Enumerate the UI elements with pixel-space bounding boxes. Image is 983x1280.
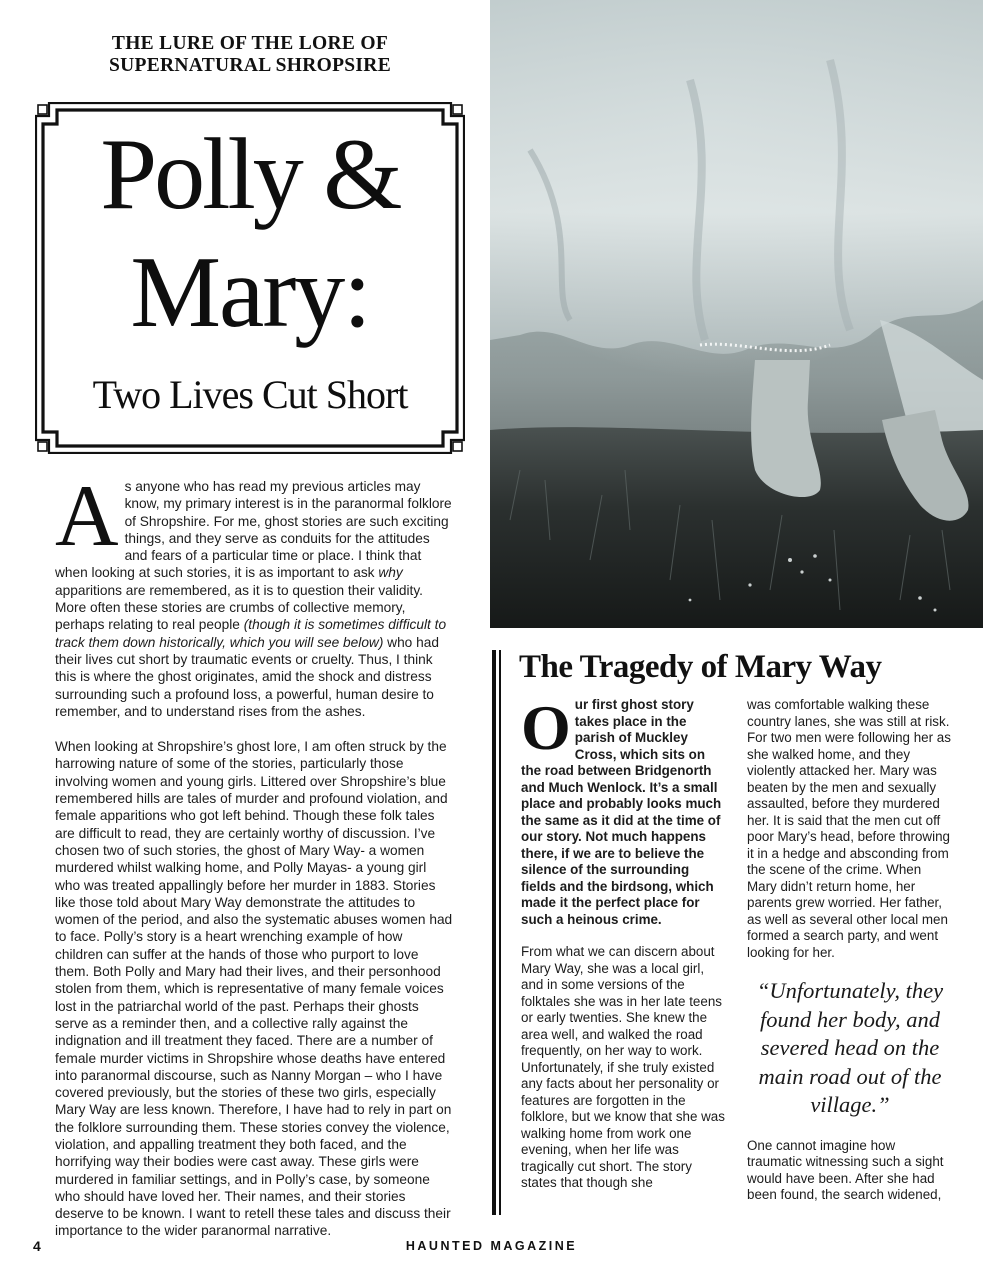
- page-number: 4: [33, 1238, 41, 1254]
- intro-paragraph-2: When looking at Shropshire’s ghost lore, I am often struck by the harrowing nature of some of the stories, particularly those involving women and young girls. Littered over Shropshire’s blue remembered hills are tales of murder and profound violation, and female apparitions who got left behind. Though these folk tales are difficult to read, they are certainly worthy of discussion. I’ve chosen two of such stories, the ghost of Mary Way- a women murdered whilst walking home, and Polly Mayas- a young girl who was treated appallingly before her murder in 1883. Stories like those told about Mary Way demonstrate the attitudes to women of the period, and also the systematic abuses women had to face. Polly’s story is a heart wrenching example of how children can suffer at the hands of those who purport to love them. Both Polly and Mary had their lives, and their personhood stolen from them, which is representative of many female voices lost in the patriarchal world of the past. Perhaps their ghosts serve as a reminder then, and a collective rally against the indignation and ill treatment they faced. There are a number of female murder victims in Shropshire whose deaths have entered into paranormal discourse, such as Nanny Morgan – who I have covered previously, but the stories of these two girls, especially Mary Way are less known. Therefore, I have had to rely in part on the folklore surrounding them. These stories convey the violence, violation, and appalling treatment they both faced, and the horrifying way their bodies were cast away. These girls were murdered in familiar settings, and in Polly’s case, by someone who should have loved her. Their names, and their stories deserve to be known. I want to retell these tales and discuss their importance to the wider paranormal narrative.: [55, 739, 453, 1239]
- intro-p1-emphasis-why: why: [378, 565, 403, 581]
- lead-paragraph: [521, 692, 726, 928]
- kicker-heading: [36, 33, 464, 77]
- column-rule-thin: [499, 650, 501, 1215]
- intro-paragraph-1: [55, 468, 453, 720]
- kicker-line-2: SUPERNATURAL SHROPSIRE: [109, 55, 391, 76]
- intro-p1-text-a: s anyone who has read my previous articles may know, my primary interest is in the paranormal folklore of Shropshire. For me, ghost stories are such exciting things, and they serve as conduits for the attitudes and fears of a particular time or place. I think that when looking at such stories, it is as important to ask: [55, 479, 452, 581]
- section-heading: The Tragedy of Mary Way: [519, 649, 882, 685]
- intro-p1-text-b: apparitions are remembered, as it is to question their validity. More often these stories are crumbs of collective memory, perhaps relating to real people: [55, 582, 423, 633]
- lead-text: ur first ghost story takes place in the parish of Muckley Cross, which sits on the road between Bridgenorth and Much Wenlock. It’s a small place and probably looks much the same as it did at the time of our story. Not much happens there, if we are to believe the silence of the surrounding fields and the birdsong, which made it the perfect place for such a heinous crime.: [521, 697, 722, 927]
- intro-p1-emphasis-aside: (though it is sometimes difficult to track them down historically, which you will see below): [55, 617, 447, 650]
- intro-p1-text-c: who had their lives cut short by traumatic events or cruelty. Thus, I think this is where the ghost originates, amid the shock and distress surrounding such a profound loss, a powerful, human desire to remember, and to understand rises from the ashes.: [55, 634, 439, 719]
- column-3-paragraph-2: One cannot imagine how traumatic witnessing such a sight would have been. After she had been found, the search widened,: [747, 1137, 944, 1202]
- title-line-polly: Polly &: [100, 118, 400, 231]
- pull-quote: “Unfortunately, they found her body, and severed head on the main road out of the village.”: [756, 978, 944, 1117]
- section-dropcap: O: [521, 692, 571, 763]
- column-rule-thick: [492, 650, 496, 1215]
- kicker-line-1: THE LURE OF THE LORE OF: [111, 33, 389, 54]
- ghost-feet-photo: [490, 0, 983, 628]
- column-3-paragraph-1: was comfortable walking these country lanes, she was still at risk. For two men were following her as she walked home, and they violently attacked her. Mary was beaten by the men and sexually assaulted, before they murdered her. It is said that the men cut off poor Mary’s head, before throwing it in a hedge and absconding from the scene of the crime. When Mary didn’t return home, her parents grew worried. Her father, as well as several other local men formed a search party, and went looking for her.: [747, 697, 951, 960]
- intro-article-text: [55, 468, 453, 1258]
- intro-dropcap: A: [55, 468, 119, 565]
- column-2-paragraph: From what we can discern about Mary Way, she was a local girl, and in some versions of the folktales she was in her late teens or early twenties. She knew the area well, and walked the road frequently, on her way to work. Unfortunately, if she truly existed any facts about her personality or features are forgotten in the folklore, but we know that she was walking home from work one evening, when her life was tragically cut short. The story states that though she: [521, 944, 725, 1190]
- magazine-footer: HAUNTED MAGAZINE: [405, 1239, 578, 1253]
- article-column-3: [747, 697, 953, 1204]
- title-subtitle: Two Lives Cut Short: [92, 372, 408, 417]
- article-column-2: [521, 692, 726, 1208]
- title-frame: [35, 102, 465, 454]
- title-line-mary: Mary:: [130, 236, 370, 349]
